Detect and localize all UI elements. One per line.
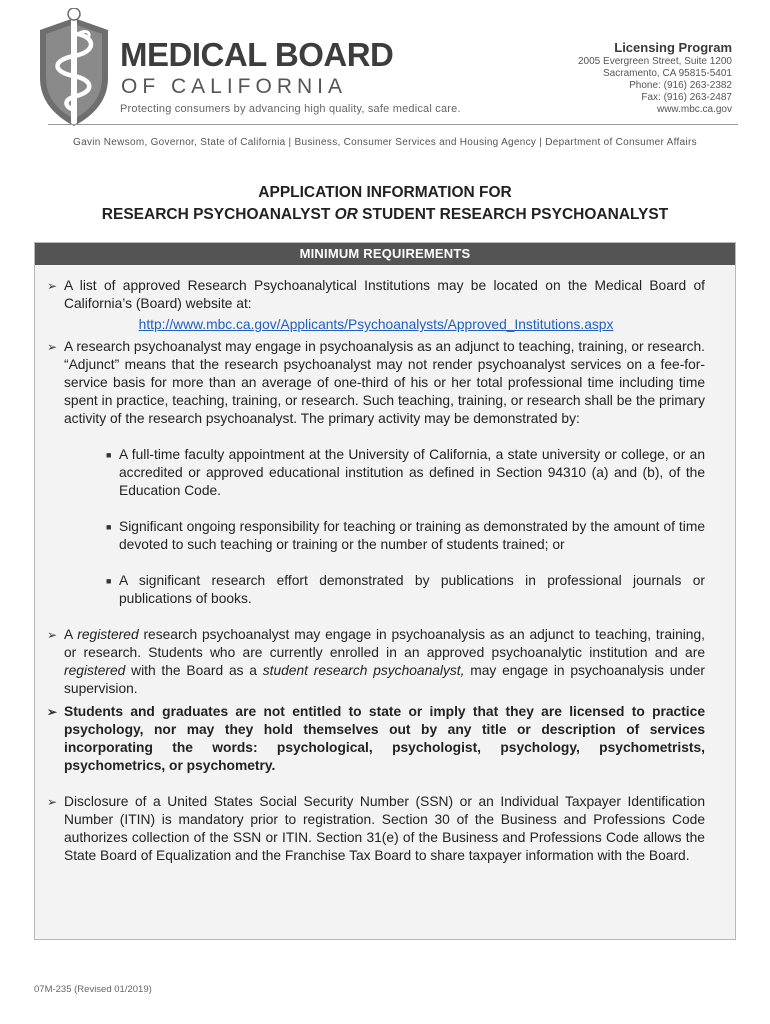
arrow-bullet-icon: ➢ <box>47 628 58 642</box>
title-or: OR <box>334 206 358 223</box>
arrow-bullet-icon: ➢ <box>47 340 58 354</box>
sub-item-text: A full-time faculty appointment at the University of California, a state university or college, or an accredited or approved educational institution as defined in Section 94310 (a) and (b), of the Education Code. <box>119 447 705 498</box>
square-bullet-icon: ■ <box>106 522 112 532</box>
fax: Fax: (916) 263-2487 <box>641 92 732 103</box>
contact-block <box>578 40 732 116</box>
form-code: 07M-235 (Revised 01/2019) <box>34 984 152 995</box>
arrow-bullet-icon: ➢ <box>47 279 58 293</box>
sub-item <box>47 446 705 500</box>
square-bullet-icon: ■ <box>106 450 112 460</box>
government-line: Gavin Newsom, Governor, State of California | Business, Consumer Services and Housing Agency | Department of Consumer Affairs <box>73 137 697 148</box>
address-line-2: Sacramento, CA 95815-5401 <box>603 68 732 79</box>
title-part-b: STUDENT RESEARCH PSYCHOANALYST <box>357 206 669 223</box>
requirement-item <box>47 703 705 775</box>
arrow-bullet-icon: ➢ <box>47 795 58 809</box>
sub-item <box>47 518 705 554</box>
header-divider <box>48 124 738 125</box>
requirements-body <box>35 265 735 865</box>
requirement-item <box>47 626 705 698</box>
text-part: A <box>64 627 78 642</box>
title-line-2 <box>0 204 770 226</box>
board-subtitle: OF CALIFORNIA <box>121 75 348 98</box>
text-part: with the Board as a <box>125 663 263 678</box>
arrow-bullet-icon: ➢ <box>47 705 58 719</box>
requirements-box <box>34 242 736 940</box>
board-name: MEDICAL BOARD <box>120 36 394 73</box>
requirements-heading: MINIMUM REQUIREMENTS <box>35 243 735 265</box>
phone: Phone: (916) 263-2382 <box>629 80 732 91</box>
page-title <box>0 182 770 226</box>
square-bullet-icon: ■ <box>106 576 112 586</box>
caduceus-shield-icon <box>34 8 114 128</box>
address-line-1: 2005 Evergreen Street, Suite 1200 <box>578 56 732 67</box>
requirement-text: Students and graduates are not entitled to state or imply that they are licensed to practice psychology, nor may they hold themselves out by any title or description of services incorporating the words: psychological, psychologist, psychology, psychometrists, psychometrics, or psychometry. <box>64 704 705 773</box>
requirement-item <box>47 277 705 313</box>
requirement-text: Disclosure of a United States Social Security Number (SSN) or an Individual Taxpayer Identification Number (ITIN) is mandatory prior to registration. Section 30 of the Business and Professions Code authorizes collection of the SSN or ITIN. Section 31(e) of the Business and Professions Code allows the State Board of Equalization and the Franchise Tax Board to share taxpayer information with the Board. <box>64 794 705 863</box>
approved-institutions-link[interactable]: http://www.mbc.ca.gov/Applicants/Psychoanalysts/Approved_Institutions.aspx <box>138 317 614 332</box>
text-part: research psychoanalyst may engage in psychoanalysis as an adjunct to teaching, training, or research. Students who are currently enrolled in an approved psychoanalytic institution and are <box>64 627 705 660</box>
sub-item <box>47 572 705 608</box>
requirement-text: A research psychoanalyst may engage in psychoanalysis as an adjunct to teaching, training, or research. “Adjunct” means that the research psychoanalyst may not render psychoanalyst services on a fee-for-service basis for more than an average of one-third of his or her total professional time including time spent in practice, teaching, training, or research. Such teaching, training, or research shall be the primary activity of the research psychoanalyst. The primary activity may be demonstrated by: <box>64 339 705 426</box>
title-part-a: RESEARCH PSYCHOANALYST <box>101 206 335 223</box>
sub-item-text: Significant ongoing responsibility for teaching or training as demonstrated by the amount of time devoted to such teaching or training or the number of students trained; or <box>119 519 705 552</box>
sub-item-text: A significant research effort demonstrated by publications in professional journals or publications of books. <box>119 573 705 606</box>
program-name: Licensing Program <box>614 40 732 55</box>
title-line-1: APPLICATION INFORMATION FOR <box>258 184 512 201</box>
website-link[interactable]: www.mbc.ca.gov <box>656 104 732 115</box>
requirement-item <box>47 793 705 865</box>
emphasis: registered <box>64 663 126 678</box>
text-part: may engage in psychoanalysis under supervision. <box>64 663 705 696</box>
emphasis: registered <box>77 627 139 642</box>
requirement-text: A list of approved Research Psychoanalytical Institutions may be located on the Medical Board of California’s (Board) website at: <box>64 278 705 311</box>
emphasis: student research psychoanalyst, <box>262 663 465 678</box>
tagline: Protecting consumers by advancing high quality, safe medical care. <box>120 103 461 115</box>
requirement-item <box>47 338 705 428</box>
